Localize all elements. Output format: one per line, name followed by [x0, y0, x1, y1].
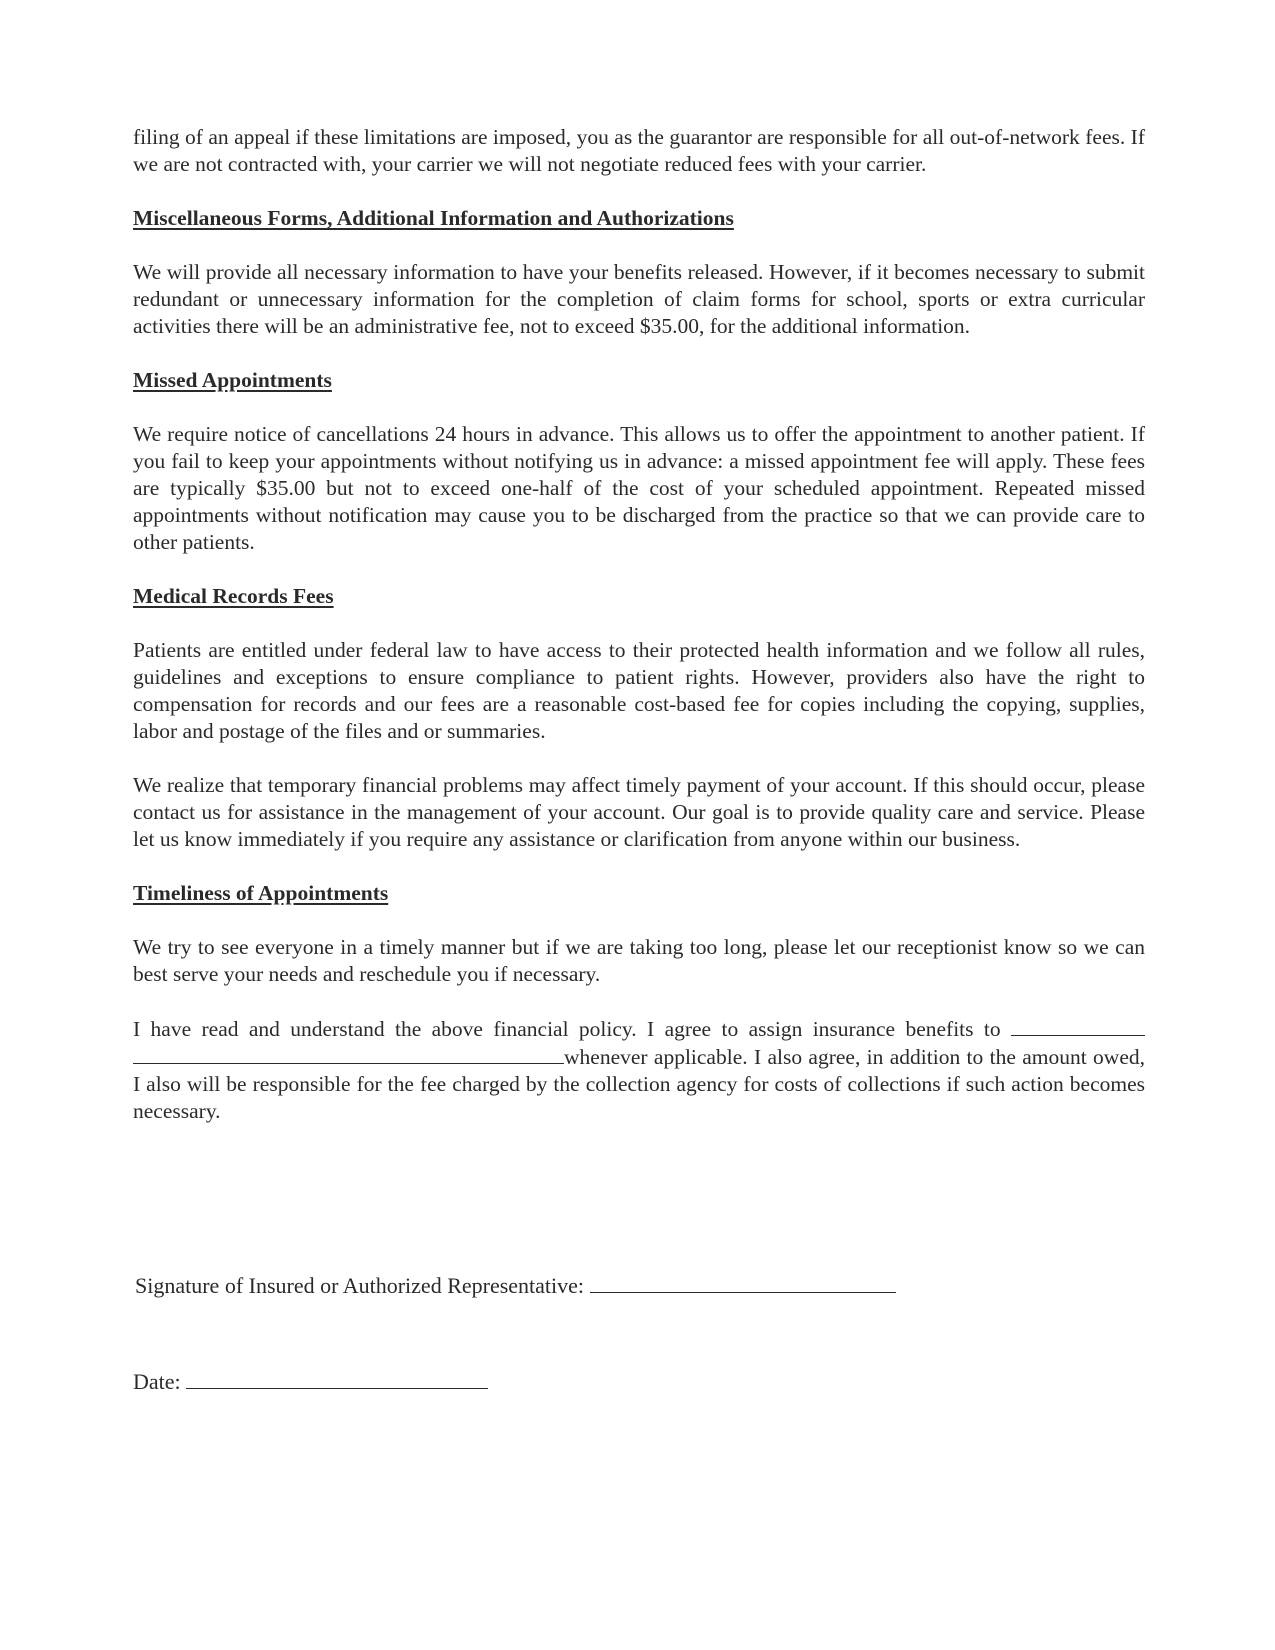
heading-timeliness: Timeliness of Appointments — [133, 881, 389, 905]
date-field[interactable] — [186, 1368, 488, 1389]
misc-forms-paragraph: We will provide all necessary information to have your benefits released. However, if it becomes necessary to submit redundant or unnecessary information for the completion of claim forms for school, sports or extra curricular activities there will be an administrative fee, not to exceed $35.00, for the additional information. — [133, 260, 1145, 338]
date-label: Date: — [133, 1369, 181, 1394]
agreement-paragraph — [133, 1015, 1145, 1125]
agreement-text-2: whenever applicable. I also agree, in addition to the amount owed, I also will be responsible for the fee charged by the collection agency for costs of collections if such action becomes necessary. — [133, 1045, 1145, 1123]
heading-misc-forms: Miscellaneous Forms, Additional Information and Authorizations — [133, 206, 734, 230]
timeliness-paragraph: We try to see everyone in a timely manner but if we are taking too long, please let our receptionist know so we can best serve your needs and reschedule you if necessary. — [133, 935, 1145, 986]
carrier-name-blank-2[interactable] — [133, 1043, 564, 1064]
signature-field[interactable] — [590, 1272, 896, 1293]
missed-appointments-paragraph: We require notice of cancellations 24 hours in advance. This allows us to offer the appointment to another patient. If you fail to keep your appointments without notifying us in advance: a missed appointment fee will apply. These fees are typically $35.00 but not to exceed one-half of the cost of your scheduled appointment. Repeated missed appointments without notification may cause you to be discharged from the practice so that we can provide care to other patients. — [133, 422, 1145, 554]
intro-paragraph: filing of an appeal if these limitations are imposed, you as the guarantor are responsible for all out-of-network fees. If we are not contracted with, your carrier we will not negotiate reduced fees with your carrier. — [133, 125, 1145, 176]
heading-medical-records-fees: Medical Records Fees — [133, 584, 334, 608]
date-row — [133, 1368, 488, 1396]
agreement-text-1: I have read and understand the above financial policy. I agree to assign insurance benefits to — [133, 1017, 1001, 1041]
heading-missed-appointments: Missed Appointments — [133, 368, 332, 392]
financial-problems-paragraph: We realize that temporary financial problems may affect timely payment of your account. If this should occur, please contact us for assistance in the management of your account. Our goal is to provide quality care and service. Please let us know immediately if you require any assistance or clarification from anyone within our business. — [133, 773, 1145, 851]
policy-document — [133, 124, 1145, 1125]
medical-records-paragraph: Patients are entitled under federal law to have access to their protected health information and we follow all rules, guidelines and exceptions to ensure compliance to patient rights. However, providers also have the right to compensation for records and our fees are a reasonable cost-based fee for copies including the copying, supplies, labor and postage of the files and or summaries. — [133, 638, 1145, 743]
signature-row — [135, 1272, 896, 1300]
carrier-name-blank-1[interactable] — [1011, 1015, 1145, 1036]
signature-label: Signature of Insured or Authorized Representative: — [135, 1273, 585, 1298]
